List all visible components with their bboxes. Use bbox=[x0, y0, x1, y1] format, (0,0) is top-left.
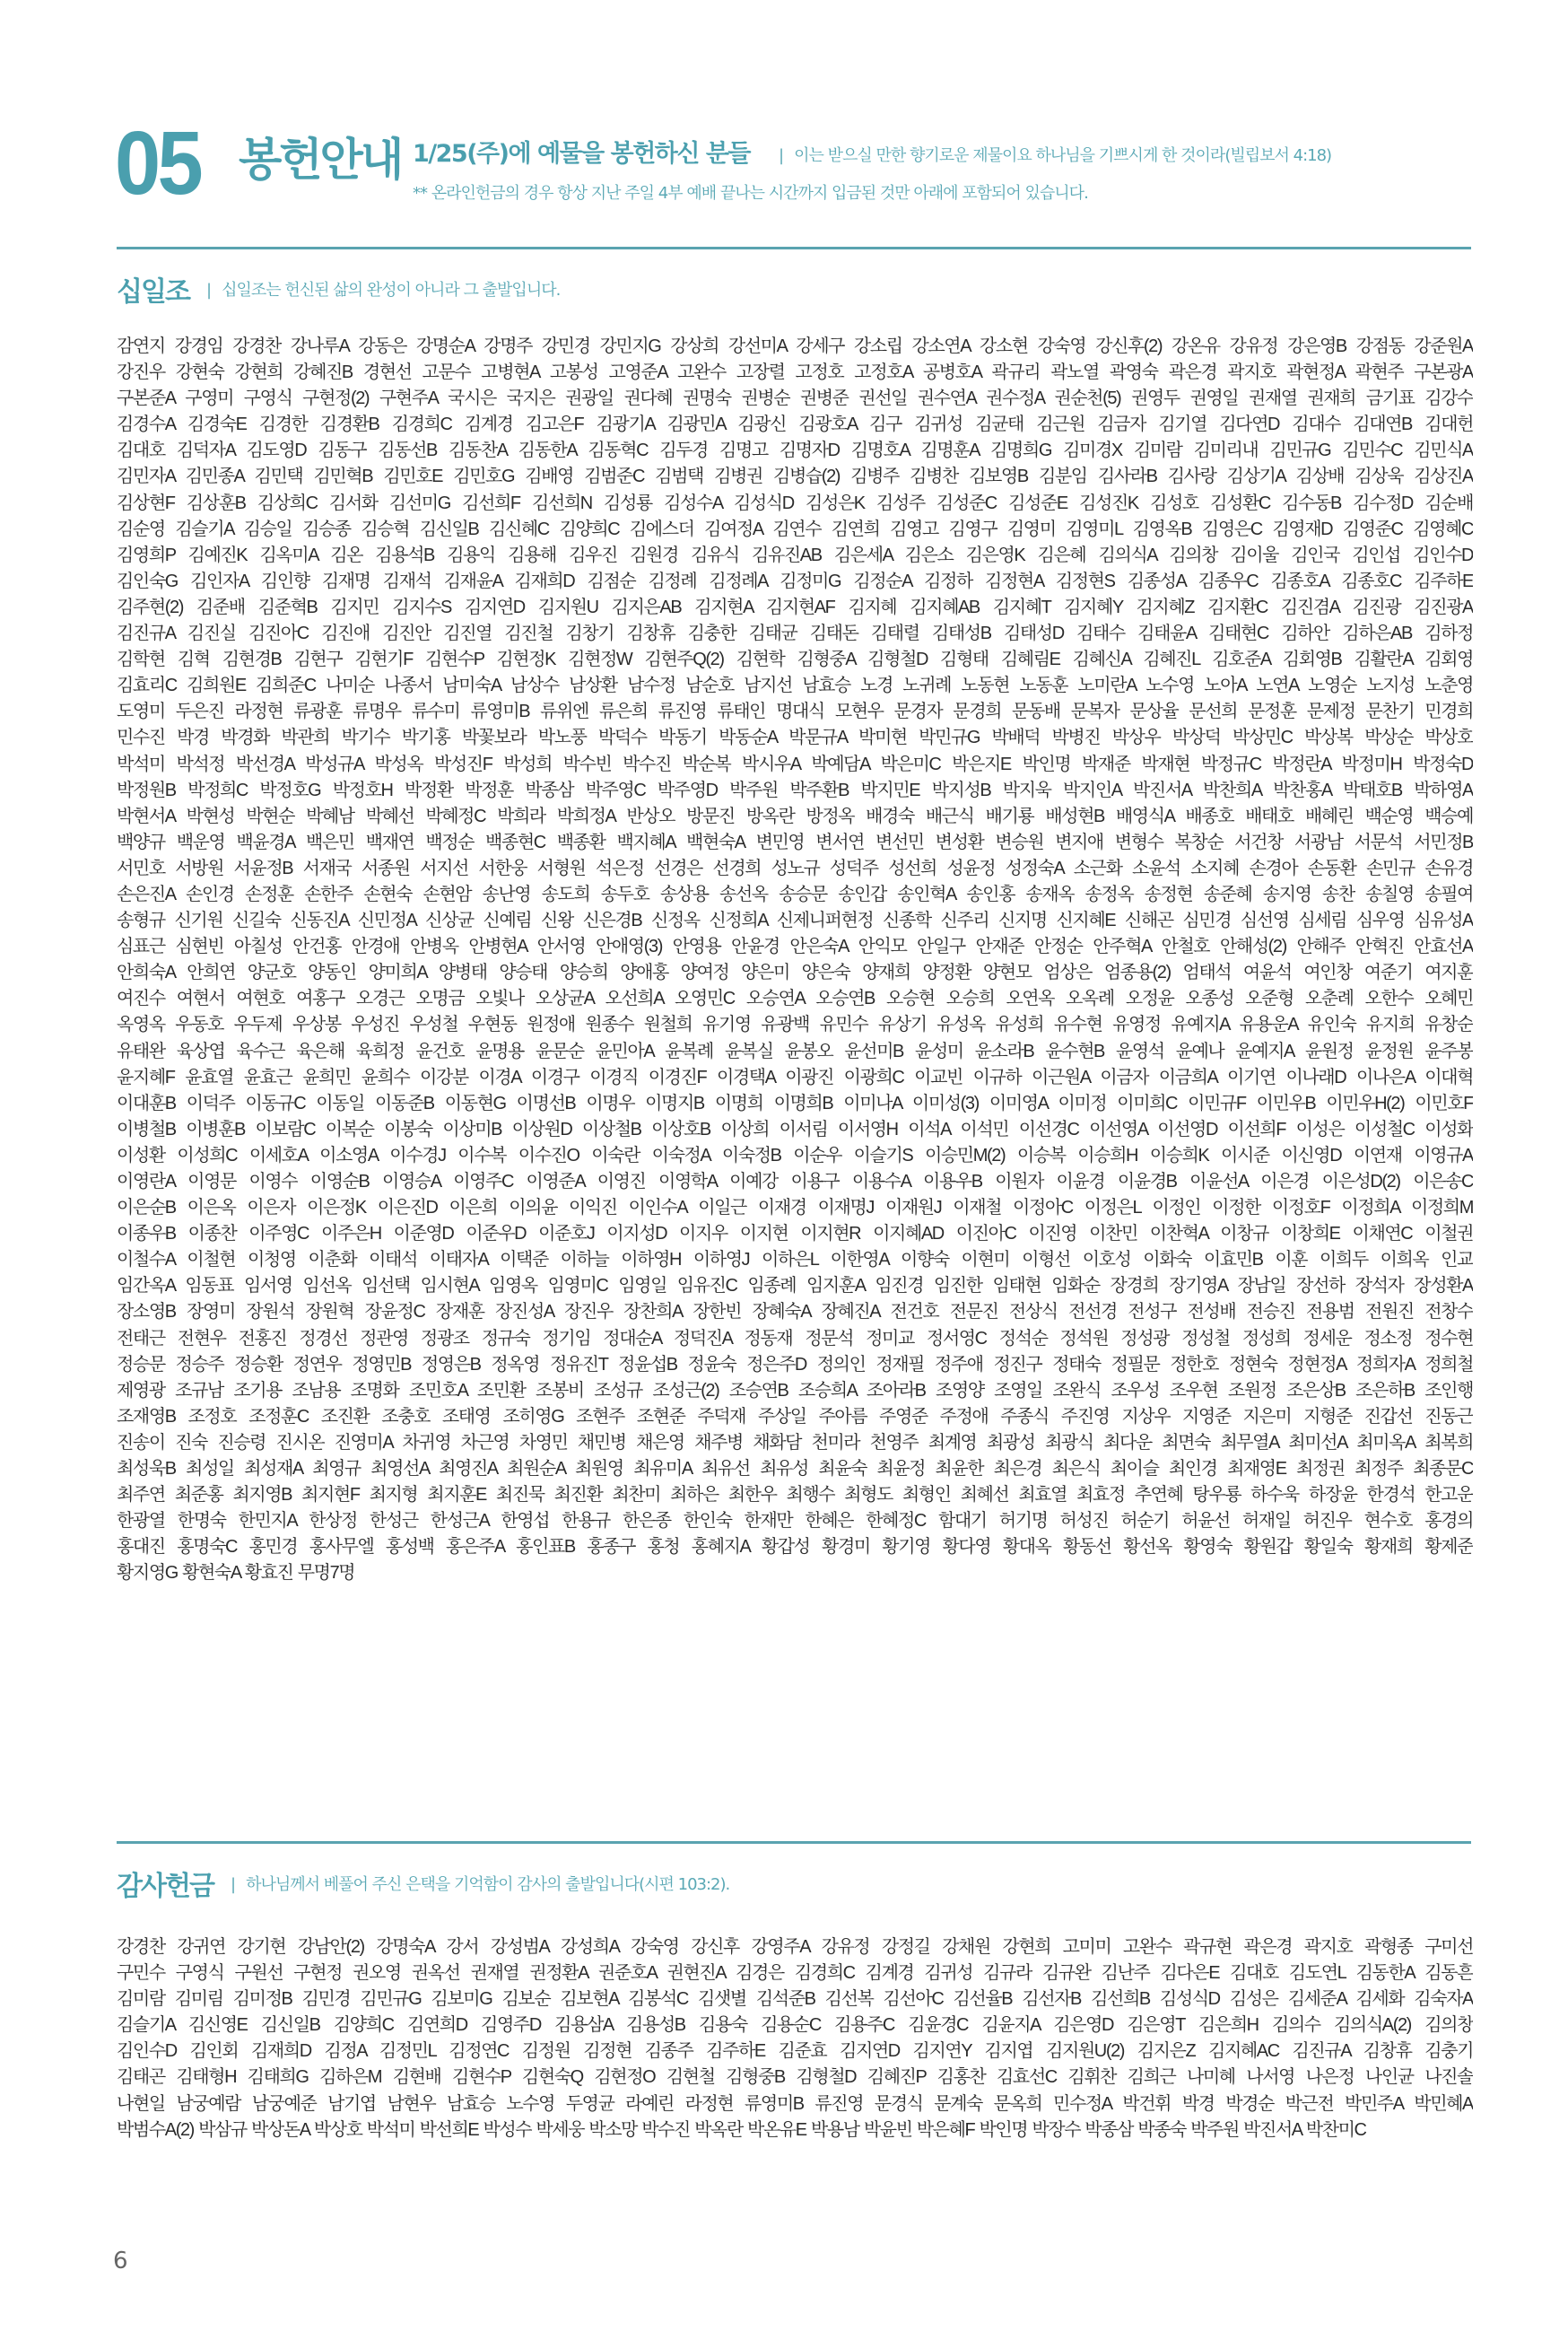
name-line: 윤지혜F 윤효열 윤효근 윤희민 윤희수 이강분 이경A 이경구 이경직 이경진F 이경택A 이광진 이광희C 이교빈 이규하 이근원A 이금자 이금희A 이기연 이나래D 이나은A 이대혁 bbox=[117, 1067, 1473, 1087]
tithe-subtitle-text: 십일조는 헌신된 삶의 완성이 아니라 그 출발입니다. bbox=[222, 281, 561, 300]
name-line: 김순영 김슬기A 김승일 김승종 김승혁 김신일B 김신혜C 김양희C 김에스더 김여정A 김연수 김연희 김영고 김영구 김영미 김영미L 김영옥B 김영은C 김영재D 김영준C 김영혜C bbox=[117, 519, 1473, 539]
name-line: 김경수A 김경숙E 김경한 김경환B 김경희C 김계경 김고은F 김광기A 김광민A 김광신 김광호A 김구 김귀성 김균태 김근원 김금자 김기열 김다연D 김대수 김대연B 김대헌 bbox=[117, 415, 1473, 435]
name-line: 조재영B 조정호 조정훈C 조진환 조충호 조태영 조히영G 조현주 조현준 주덕재 주상일 주아름 주영준 주정애 주종식 주진영 지상우 지영준 지은미 지형준 진갑선 진동근 bbox=[117, 1406, 1473, 1427]
name-line: 임간옥A 임동표 임서영 임선옥 임선택 임시현A 임영옥 임영미C 임영일 임유진C 임종례 임지훈A 임진경 임진한 임태현 임화순 장경희 장기영A 장남일 장선하 장석자 장성환A bbox=[117, 1276, 1473, 1296]
name-line: 홍대진 홍명숙C 홍민경 홍사무엘 홍성백 홍은주A 홍인표B 홍종구 홍청 홍혜지A 황갑성 황경미 황기영 황다영 황대옥 황동선 황선옥 황영숙 황원갑 황일숙 황재희 황제준 bbox=[117, 1537, 1473, 1558]
name-line: 김태곤 김태형H 김태희G 김하은M 김현배 김현수P 김현숙Q 김현정O 김현철 김형중B 김형철D 김혜진P 김홍찬 김효선C 김휘찬 김희근 나미혜 나서영 나은정 나인균 나진솔 bbox=[117, 2067, 1473, 2088]
name-line: 한광열 한명숙 한민지A 한상정 한성근 한성근A 한영섭 한용규 한은종 한인숙 한재만 한혜은 한혜정C 함대기 허기명 허성진 허순기 허윤선 허재일 허진우 현수호 홍경의 bbox=[117, 1511, 1473, 1532]
name-line: 강진우 강현숙 강현희 강혜진B 경현선 고문수 고병현A 고봉성 고영준A 고완수 고장렬 고정호 고정호A 공병호A 곽규리 곽노열 곽영숙 곽은경 곽지호 곽현정A 곽현주 구본광A bbox=[117, 362, 1473, 383]
name-line: 박석미 박석정 박선경A 박성규A 박성옥 박성진F 박성희 박수빈 박수진 박순복 박시우A 박예담A 박은미C 박은지E 박인명 박재준 박재현 박정규C 박정란A 박정미H 박정숙D bbox=[117, 754, 1473, 774]
page-number: 6 bbox=[113, 2248, 128, 2274]
name-line: 김슬기A 김신영E 김신일B 김양희C 김연희D 김영주D 김용삼A 김용성B 김용숙 김용순C 김용주C 김윤경C 김윤지A 김은영D 김은영T 김은희H 김의수 김의식A(2) 김의창 bbox=[117, 2015, 1473, 2036]
separator: | bbox=[206, 281, 212, 300]
name-line: 안희숙A 안희연 양군호 양동인 양미희A 양병태 양승태 양승희 양애홍 양여정 양은미 양은숙 양재희 양정환 양현모 엄상은 엄종용(2) 엄태석 여윤석 여인창 여준기 여지훈 bbox=[117, 963, 1473, 983]
separator: | bbox=[779, 146, 784, 165]
name-line: 김진규A 김진실 김진아C 김진애 김진안 김진열 김진철 김창기 김창휴 김충한 김태균 김태돈 김태렬 김태성B 김태성D 김태수 김태윤A 김태현C 김하안 김하은AB 김하정 bbox=[117, 624, 1473, 644]
name-line: 손은진A 손인경 손정훈 손한주 손현숙 손현암 송난영 송도희 송두호 송상용 송선옥 송승문 송인갑 송인혁A 송인홍 송재옥 송정옥 송정현 송준혜 송지영 송찬 송칠영 송필여 bbox=[117, 884, 1473, 904]
name-line: 정승문 정승주 정승환 정연우 정영민B 정영은B 정옥영 정유진T 정윤섭B 정윤숙 정은주D 정의인 정재필 정주애 정진구 정태숙 정필문 정한호 정현숙 정현정A 정희자A 정희철 bbox=[117, 1354, 1473, 1375]
name-line: 최성욱B 최성일 최성재A 최영규 최영선A 최영진A 최원순A 최원영 최유미A 최유선 최유성 최윤숙 최윤정 최윤한 최은경 최은식 최이슬 최인경 최재영E 최정권 최정주 최종문C bbox=[117, 1459, 1473, 1480]
divider bbox=[117, 1841, 1471, 1844]
name-line: 서민호 서방원 서윤정B 서재국 서종원 서지선 서한웅 서형원 석은정 선경은 선경희 성노규 성덕주 성선희 성윤정 성정숙A 소근화 소윤석 소지혜 손경아 손동환 손민규 손유경 bbox=[117, 858, 1473, 878]
name-line: 김인숙G 김인자A 김인향 김재명 김재석 김재윤A 김재희D 김점순 김정례 김정례A 김정미G 김정순A 김정하 김정현A 김정현S 김종성A 김종우C 김종호A 김종호C 김주하E bbox=[117, 571, 1473, 591]
name-line: 진송이 진숙 진승령 진시온 진영미A 차귀영 차근영 차영민 채민병 채은영 채주병 채화담 천미라 천영주 최계영 최광성 최광식 최다운 최면숙 최무열A 최미선A 최미옥A 최복희 bbox=[117, 1432, 1473, 1453]
name-line: 최주연 최준홍 최지영B 최지현F 최지형 최지훈E 최진묵 최진환 최찬미 최하은 최한우 최행수 최형도 최형인 최혜선 최효열 최효정 추연혜 탕우룡 하수욱 하장윤 한경석 한고운 bbox=[117, 1485, 1473, 1506]
thanksgiving-title: 감사헌금 bbox=[117, 1871, 213, 1902]
name-line: 김효리C 김희원E 김희준C 나미순 나종서 남미숙A 남상수 남상환 남수정 남순호 남지선 남효승 노경 노귀례 노동현 노동훈 노미란A 노수영 노아A 노연A 노영순 노지성 노춘영 bbox=[117, 676, 1473, 696]
name-line: 황지영G 황현숙A 황효진 무명7명 bbox=[117, 1563, 355, 1584]
name-line: 김인수D 김인회 김재희D 김정A 김정민L 김정연C 김정원 김정현 김종주 김주하E 김준효 김지연D 김지연Y 김지엽 김지원U(2) 김지은Z 김지혜AC 김진규A 김창휴 김충기 bbox=[117, 2041, 1473, 2062]
tithe-heading bbox=[117, 269, 560, 309]
tithe-subtitle bbox=[206, 281, 560, 300]
name-line: 박범수A(2) 박삼규 박상돈A 박상호 박석미 박선희E 박성수 박세웅 박소망 박수진 박옥란 박온유E 박용남 박윤빈 박은혜F 박인명 박장수 박종삼 박종숙 박주원 박진서A 박찬미C bbox=[117, 2119, 1366, 2140]
tithe-title: 십일조 bbox=[117, 276, 189, 308]
online-offering-note: ** 온라인헌금의 경우 항상 지난 주일 4부 예배 끝나는 시간까지 입금된 것만 아래에 포함되어 있습니다. bbox=[413, 184, 1088, 203]
name-line: 심표근 심현빈 아칠성 안건홍 안경애 안병옥 안병현A 안서영 안애영(3) 안영용 안윤경 안은숙A 안익모 안일구 안재준 안정순 안주혁A 안철호 안해성(2) 안해주 안혁진 안효선A bbox=[117, 937, 1473, 957]
name-line: 김대호 김덕자A 김도영D 김동구 김동선B 김동찬A 김동한A 김동혁C 김두경 김명고 김명자D 김명호A 김명훈A 김명희G 김미경X 김미람 김미리내 김민규G 김민수C 김민식A bbox=[117, 441, 1473, 461]
thanksgiving-name-list bbox=[117, 1934, 1473, 2143]
name-line: 강경찬 강귀연 강기현 강남안(2) 강명숙A 강서 강성범A 강성희A 강숙영 강신후 강영주A 강유정 강정길 강채원 강현희 고미미 고완수 곽규현 곽은경 곽지호 곽형종 구미선 bbox=[117, 1937, 1473, 1957]
name-line: 유태완 육상엽 육수근 육은해 육희정 윤건호 윤명용 윤문순 윤민아A 윤복례 윤복실 윤봉오 윤선미B 윤성미 윤소라B 윤수현B 윤영석 윤예나 윤예지A 윤원정 윤정원 윤주봉 bbox=[117, 1041, 1473, 1061]
name-line: 민수진 박경 박경화 박관희 박기수 박기홍 박꽃보라 박노풍 박덕수 박동기 박동순A 박문규A 박미현 박민규G 박배덕 박병진 박상우 박상덕 박상민C 박상복 박상순 박상호 bbox=[117, 728, 1473, 748]
name-line: 김민자A 김민종A 김민택 김민혁B 김민호E 김민호G 김배영 김범준C 김범택 김병권 김병습(2) 김병주 김병찬 김보영B 김분임 김사라B 김사랑 김상기A 김상배 김상욱 김상진A bbox=[117, 467, 1473, 487]
name-line: 옥영옥 우동호 우두제 우상봉 우성진 우성철 우현동 원정애 원종수 원철희 유기영 유광백 유민수 유상기 유성옥 유성희 유수현 유영정 유예지A 유용운A 유인숙 유지희 유창순 bbox=[117, 1015, 1473, 1035]
name-line: 이영란A 이영문 이영수 이영순B 이영승A 이영주C 이영준A 이영진 이영학A 이예강 이용구 이용수A 이용우B 이원자 이윤경 이윤경B 이윤선A 이은경 이은성D(2) 이은송C bbox=[117, 1172, 1473, 1192]
name-line: 장소영B 장영미 장원석 장원혁 장윤정C 장재훈 장진성A 장진우 장찬희A 장한빈 장혜숙A 장혜진A 전건호 전문진 전상식 전선경 전성구 전성배 전승진 전용범 전원진 전창수 bbox=[117, 1302, 1473, 1323]
main-title: 1/25(주)에 예물을 봉헌하신 분들 bbox=[413, 140, 751, 168]
tithe-name-list bbox=[117, 334, 1473, 1587]
name-line: 백양규 백운영 백윤경A 백은민 백재연 백정순 백종현C 백종환 백지혜A 백현숙A 변민영 변서연 변선민 변성환 변승원 변지애 변형수 복창순 서건창 서광남 서문석 서민정B bbox=[117, 832, 1473, 852]
separator: | bbox=[231, 1875, 236, 1894]
name-line: 김학현 김혁 김현경B 김현구 김현기F 김현수P 김현정K 김현정W 김현주Q(2) 김현학 김형중A 김형철D 김형태 김혜림E 김혜신A 김혜진L 김호준A 김회영B 김활란A 김회영 bbox=[117, 650, 1473, 670]
thanksgiving-heading bbox=[117, 1864, 729, 1903]
name-line: 이은순B 이은옥 이은자 이은정K 이은진D 이은희 이의윤 이익진 이인수A 이일근 이재경 이재명J 이재원J 이재철 이정아C 이정은L 이정인 이정한 이정호F 이정희A 이정희M bbox=[117, 1198, 1473, 1218]
name-line: 여진수 여현서 여현호 여홍구 오경근 오명금 오빛나 오상균A 오선희A 오영민C 오승연A 오승연B 오승현 오승희 오연옥 오옥례 오정윤 오종성 오준형 오춘례 오한수 오혜민 bbox=[117, 989, 1473, 1009]
name-line: 김상현F 김상훈B 김상희C 김서화 김선미G 김선희F 김선희N 김성룡 김성수A 김성식D 김성은K 김성주 김성준C 김성준E 김성진K 김성호 김성환C 김수동B 김수정D 김순배 bbox=[117, 493, 1473, 513]
divider bbox=[117, 247, 1471, 249]
name-line: 이성환 이성희C 이세호A 이소영A 이수경J 이수복 이수진O 이숙란 이숙정A 이숙정B 이순우 이슬기S 이승민M(2) 이승복 이승희H 이승희K 이시준 이신영D 이연재 이영규A bbox=[117, 1145, 1473, 1166]
name-line: 박현서A 박현성 박현순 박혜남 박혜선 박혜정C 박희라 박희정A 반상오 방문진 방옥란 방정옥 배경숙 배근식 배기룡 배성현B 배영식A 배종호 배태호 배혜린 백순영 백승예 bbox=[117, 806, 1473, 826]
name-line: 송형규 신기원 신길숙 신동진A 신민정A 신상균 신예림 신왕 신은경B 신정옥 신정희A 신제니퍼현정 신종학 신주리 신지명 신지혜E 신해곤 심민경 심선영 심세림 심우영 심유성A bbox=[117, 911, 1473, 931]
name-line: 도영미 두은진 라정현 류광훈 류명우 류수미 류영미B 류위엔 류은희 류진영 류태인 명대식 모현우 문경자 문경희 문동배 문복자 문상율 문선희 문정훈 문제정 문찬기 민경희 bbox=[117, 702, 1473, 722]
name-line: 감연지 강경임 강경찬 강나루A 강동은 강명순A 강명주 강민경 강민지G 강상희 강선미A 강세구 강소립 강소연A 강소현 강숙영 강신후(2) 강온유 강유정 강은영B 강점동 강준원A bbox=[117, 336, 1473, 356]
thanksgiving-subtitle bbox=[231, 1875, 729, 1894]
name-line: 구민수 구영식 구원선 구현정 권오영 권옥선 권재열 권정환A 권준호A 권현진A 김경은 김경희C 김계경 김귀성 김규라 김규완 김난주 김다은E 김대호 김도연L 김동한A 김동흔 bbox=[117, 1963, 1473, 1984]
page-header bbox=[115, 113, 1471, 224]
name-line: 김영희P 김예진K 김옥미A 김온 김용석B 김용익 김용해 김우진 김원경 김유식 김유진AB 김은세A 김은소 김은영K 김은혜 김의식A 김의창 김이울 김인국 김인섭 김인수D bbox=[117, 545, 1473, 565]
name-line: 김미람 김미림 김미정B 김민경 김민규G 김보미G 김보순 김보현A 김봉석C 김샛별 김석준B 김선복 김선아C 김선율B 김선자B 김선희B 김성식D 김성은 김세준A 김세화 김숙자A bbox=[117, 1989, 1473, 2010]
section-number: 05 bbox=[115, 113, 200, 214]
name-line: 이대훈B 이덕주 이동규C 이동일 이동준B 이동현G 이명선B 이명우 이명지B 이명희 이명희B 이미나A 이미성(3) 이미영A 이미정 이미희C 이민규F 이민우B 이민우H(2) 이민호F bbox=[117, 1093, 1473, 1113]
verse-text: 이는 받으실 만한 향기로운 제물이요 하나님을 기쁘시게 한 것이라(빌립보서 4:18) bbox=[794, 146, 1332, 165]
name-line: 이철수A 이철현 이청영 이춘화 이태석 이태자A 이택준 이하늘 이하영H 이하영J 이하은L 이한영A 이향숙 이현미 이형선 이호성 이화숙 이효민B 이훈 이희두 이희옥 인교 bbox=[117, 1250, 1473, 1270]
name-line: 박정원B 박정희C 박정호G 박정호H 박정환 박정훈 박종삼 박주영C 박주영D 박주원 박주환B 박지민E 박지성B 박지욱 박지인A 박진서A 박찬희A 박찬홍A 박태호B 박하영A bbox=[117, 780, 1473, 800]
name-line: 이종우B 이종찬 이주영C 이주은H 이준영D 이준우D 이준호J 이지성D 이지우 이지현 이지현R 이지혜AD 이진아C 이진영 이찬민 이찬혁A 이창규 이창희E 이채연C 이철권 bbox=[117, 1224, 1473, 1244]
name-line: 제영광 조규남 조기용 조남용 조명화 조민호A 조민환 조봉비 조성규 조성근(2) 조승연B 조승희A 조아라B 조영양 조영일 조완식 조우성 조우현 조원정 조은상B 조은하B 조인행 bbox=[117, 1380, 1473, 1401]
section-title: 봉헌안내 bbox=[239, 134, 402, 186]
name-line: 구본준A 구영미 구영식 구현정(2) 구현주A 국시은 국지은 권광일 권다혜 권명숙 권병순 권병준 권선일 권수연A 권수정A 권순천(5) 권영두 권영일 권재열 권재희 금기표 김강수 bbox=[117, 388, 1473, 409]
name-line: 나현일 남궁예람 남궁예준 남기엽 남현우 남효승 노수영 두영균 라예린 라정현 류영미B 류진영 문경식 문계숙 문옥희 민수정A 박건휘 박경 박경순 박근전 박민주A 박민혜A bbox=[117, 2093, 1473, 2114]
name-line: 이병철B 이병훈B 이보람C 이복순 이봉숙 이상미B 이상원D 이상철B 이상호B 이상희 이서림 이서영H 이석A 이석민 이선경C 이선영A 이선영D 이선희F 이성은 이성철C 이성화 bbox=[117, 1119, 1473, 1139]
name-line: 김주현(2) 김준배 김준혁B 김지민 김지수S 김지연D 김지원U 김지은AB 김지현A 김지현AF 김지혜 김지혜AB 김지혜T 김지혜Y 김지혜Z 김지환C 김진겸A 김진광 김진광A bbox=[117, 597, 1473, 617]
header-verse bbox=[779, 145, 1331, 167]
name-line: 전태근 전현우 전홍진 정경선 정관영 정광조 정규숙 정기임 정대순A 정덕진A 정동재 정문석 정미교 정서영C 정석순 정석원 정성광 정성철 정성희 정세운 정소정 정수현 bbox=[117, 1328, 1473, 1349]
thanksgiving-subtitle-text: 하나님께서 베풀어 주신 은택을 기억함이 감사의 출발입니다(시편 103:2). bbox=[246, 1875, 730, 1894]
